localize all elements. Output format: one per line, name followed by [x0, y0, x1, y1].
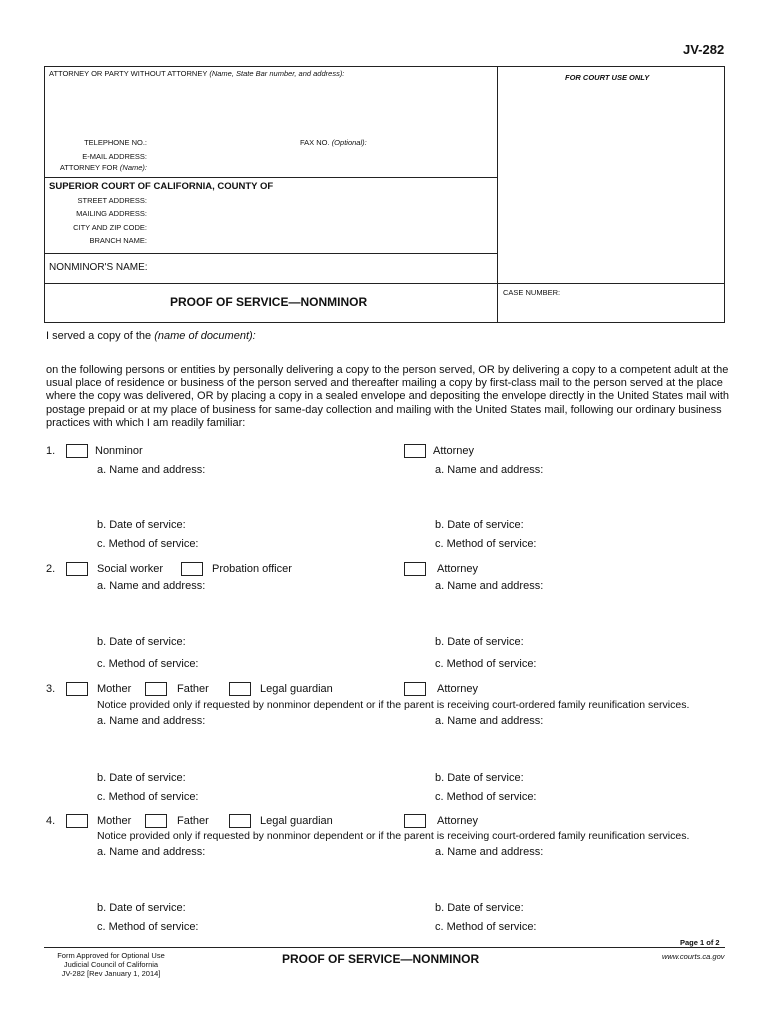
name-address-label: Name and address: — [109, 580, 206, 592]
name-address-label: Name and address: — [447, 464, 544, 476]
letter-a: a. — [97, 715, 107, 727]
legal-guardian-label-3: Legal guardian — [260, 683, 333, 695]
item-1-right-date: b. Date of service: — [435, 519, 524, 531]
letter-a: a. — [435, 580, 445, 592]
served-copy-hint: (name of document): — [154, 330, 256, 342]
name-address-label: Name and address: — [447, 580, 544, 592]
name-address-label: Name and address: — [109, 846, 206, 858]
item-3-right-method: c. Method of service: — [435, 791, 537, 803]
item-1-number: 1. — [46, 445, 56, 457]
letter-a: a. — [435, 715, 445, 727]
city-zip-label: CITY AND ZIP CODE: — [73, 223, 147, 232]
social-worker-label: Social worker — [97, 563, 164, 575]
form-number: JV-282 — [683, 42, 725, 57]
letter-a: a. — [97, 464, 107, 476]
mother-checkbox-3[interactable] — [66, 682, 88, 696]
social-worker-checkbox[interactable] — [66, 562, 88, 576]
name-address-label: Name and address: — [447, 715, 544, 727]
name-address-label: Name and address: — [109, 464, 206, 476]
mother-checkbox-4[interactable] — [66, 814, 88, 828]
notice-4: Notice provided only if requested by nonminor dependent or if the parent is receiving court-ordered family reunification services. — [97, 830, 690, 842]
name-address-label: Name and address: — [447, 846, 544, 858]
caption-right-border — [724, 66, 725, 323]
item-2-number: 2. — [46, 563, 56, 575]
item-2-right-date: b. Date of service: — [435, 636, 524, 648]
item-3-left-date: b. Date of service: — [97, 772, 186, 784]
form-title: PROOF OF SERVICE—NONMINOR — [170, 295, 368, 309]
item-3-right-name-address — [435, 715, 543, 727]
form-revision: JV-282 [Rev January 1, 2014] — [61, 969, 161, 978]
item-2-left-name-address — [97, 580, 205, 592]
caption-rule-court — [44, 177, 498, 178]
mailing-address-label: MAILING ADDRESS: — [76, 209, 147, 218]
item-4-left-name-address — [97, 846, 205, 858]
fax-label-text: FAX NO. — [300, 138, 330, 147]
mother-label-3: Mother — [97, 683, 132, 695]
father-checkbox-4[interactable] — [145, 814, 167, 828]
telephone-label: TELEPHONE NO.: — [84, 138, 147, 147]
served-copy-prefix: I served a copy of the — [46, 330, 152, 342]
attorney-label-hint: (Name, State Bar number, and address): — [209, 69, 345, 78]
form-approved-line-1: Form Approved for Optional Use — [57, 951, 165, 960]
caption-top-border — [44, 66, 725, 67]
service-paragraph: on the following persons or entities by personally delivering a copy to the person served, OR by delivering a copy to a competent adult at the usual place of residence or business of the person served and thereafter mailing a copy by first-class mail to the person served at the place where the copy was delivered, OR by placing a copy in a sealed envelope and depositing the envelope directly in the United States mail with postage prepaid or at my place of business for same-day collection and mailing with the United States mail, following our ordinary business practices with which I am readily familiar: — [46, 364, 730, 429]
item-3-left-name-address — [97, 715, 205, 727]
attorney-for-label — [44, 163, 147, 172]
item-2-left-method: c. Method of service: — [97, 658, 199, 670]
attorney-checkbox-4[interactable] — [404, 814, 426, 828]
attorney-checkbox-3[interactable] — [404, 682, 426, 696]
branch-name-label: BRANCH NAME: — [89, 236, 147, 245]
item-1-left-method: c. Method of service: — [97, 538, 199, 550]
attorney-label-4: Attorney — [437, 815, 478, 827]
notice-3: Notice provided only if requested by nonminor dependent or if the parent is receiving court-ordered family reunification services. — [97, 699, 690, 711]
item-1-right-method: c. Method of service: — [435, 538, 537, 550]
item-2-right-name-address — [435, 580, 543, 592]
caption-left-border — [44, 66, 45, 323]
attorney-label-text: ATTORNEY OR PARTY WITHOUT ATTORNEY — [49, 69, 208, 78]
letter-a: a. — [435, 464, 445, 476]
court-use-label: FOR COURT USE ONLY — [565, 73, 650, 82]
email-label: E-MAIL ADDRESS: — [82, 152, 147, 161]
item-3-right-date: b. Date of service: — [435, 772, 524, 784]
footer-title: PROOF OF SERVICE—NONMINOR — [282, 952, 480, 966]
attorney-checkbox-1[interactable] — [404, 444, 426, 458]
case-number-label: CASE NUMBER: — [503, 288, 561, 297]
fax-label-hint: (Optional): — [331, 138, 367, 147]
letter-a: a. — [435, 846, 445, 858]
legal-guardian-label-4: Legal guardian — [260, 815, 333, 827]
item-4-left-method: c. Method of service: — [97, 921, 199, 933]
attorney-checkbox-2[interactable] — [404, 562, 426, 576]
street-address-label: STREET ADDRESS: — [77, 196, 147, 205]
father-checkbox-3[interactable] — [145, 682, 167, 696]
item-2-left-date: b. Date of service: — [97, 636, 186, 648]
nonminor-checkbox[interactable] — [66, 444, 88, 458]
item-2-right-method: c. Method of service: — [435, 658, 537, 670]
letter-a: a. — [97, 846, 107, 858]
father-label-4: Father — [177, 815, 209, 827]
attorney-label — [49, 69, 344, 78]
mother-label-4: Mother — [97, 815, 132, 827]
item-3-number: 3. — [46, 683, 56, 695]
court-title: SUPERIOR COURT OF CALIFORNIA, COUNTY OF — [49, 181, 274, 192]
item-4-right-name-address — [435, 846, 543, 858]
item-1-right-name-address — [435, 464, 543, 476]
legal-guardian-checkbox-3[interactable] — [229, 682, 251, 696]
form-approved-line-2: Judicial Council of California — [63, 960, 159, 969]
item-3-left-method: c. Method of service: — [97, 791, 199, 803]
attorney-for-label-hint: (Name): — [119, 163, 147, 172]
caption-rule-title — [44, 283, 725, 284]
served-copy-line — [46, 330, 256, 342]
probation-officer-checkbox[interactable] — [181, 562, 203, 576]
caption-divider — [497, 66, 498, 323]
father-label-3: Father — [177, 683, 209, 695]
item-1-left-name-address — [97, 464, 205, 476]
item-4-left-date: b. Date of service: — [97, 902, 186, 914]
item-1-left-date: b. Date of service: — [97, 519, 186, 531]
probation-officer-label: Probation officer — [212, 563, 292, 575]
nonminor-name-label: NONMINOR'S NAME: — [49, 262, 148, 273]
fax-label — [300, 138, 367, 147]
courts-website-link[interactable]: www.courts.ca.gov — [662, 952, 725, 961]
attorney-label-2: Attorney — [437, 563, 478, 575]
attorney-for-label-text: ATTORNEY FOR — [59, 163, 118, 172]
attorney-label-1: Attorney — [433, 445, 474, 457]
attorney-label-3: Attorney — [437, 683, 478, 695]
item-4-right-date: b. Date of service: — [435, 902, 524, 914]
caption-bottom-border — [44, 322, 725, 323]
nonminor-label: Nonminor — [95, 445, 143, 457]
letter-a: a. — [97, 580, 107, 592]
name-address-label: Name and address: — [109, 715, 206, 727]
footer-rule — [44, 947, 725, 948]
legal-guardian-checkbox-4[interactable] — [229, 814, 251, 828]
page-number: Page 1 of 2 — [680, 938, 720, 947]
caption-rule-nonminor — [44, 253, 498, 254]
item-4-number: 4. — [46, 815, 56, 827]
item-4-right-method: c. Method of service: — [435, 921, 537, 933]
